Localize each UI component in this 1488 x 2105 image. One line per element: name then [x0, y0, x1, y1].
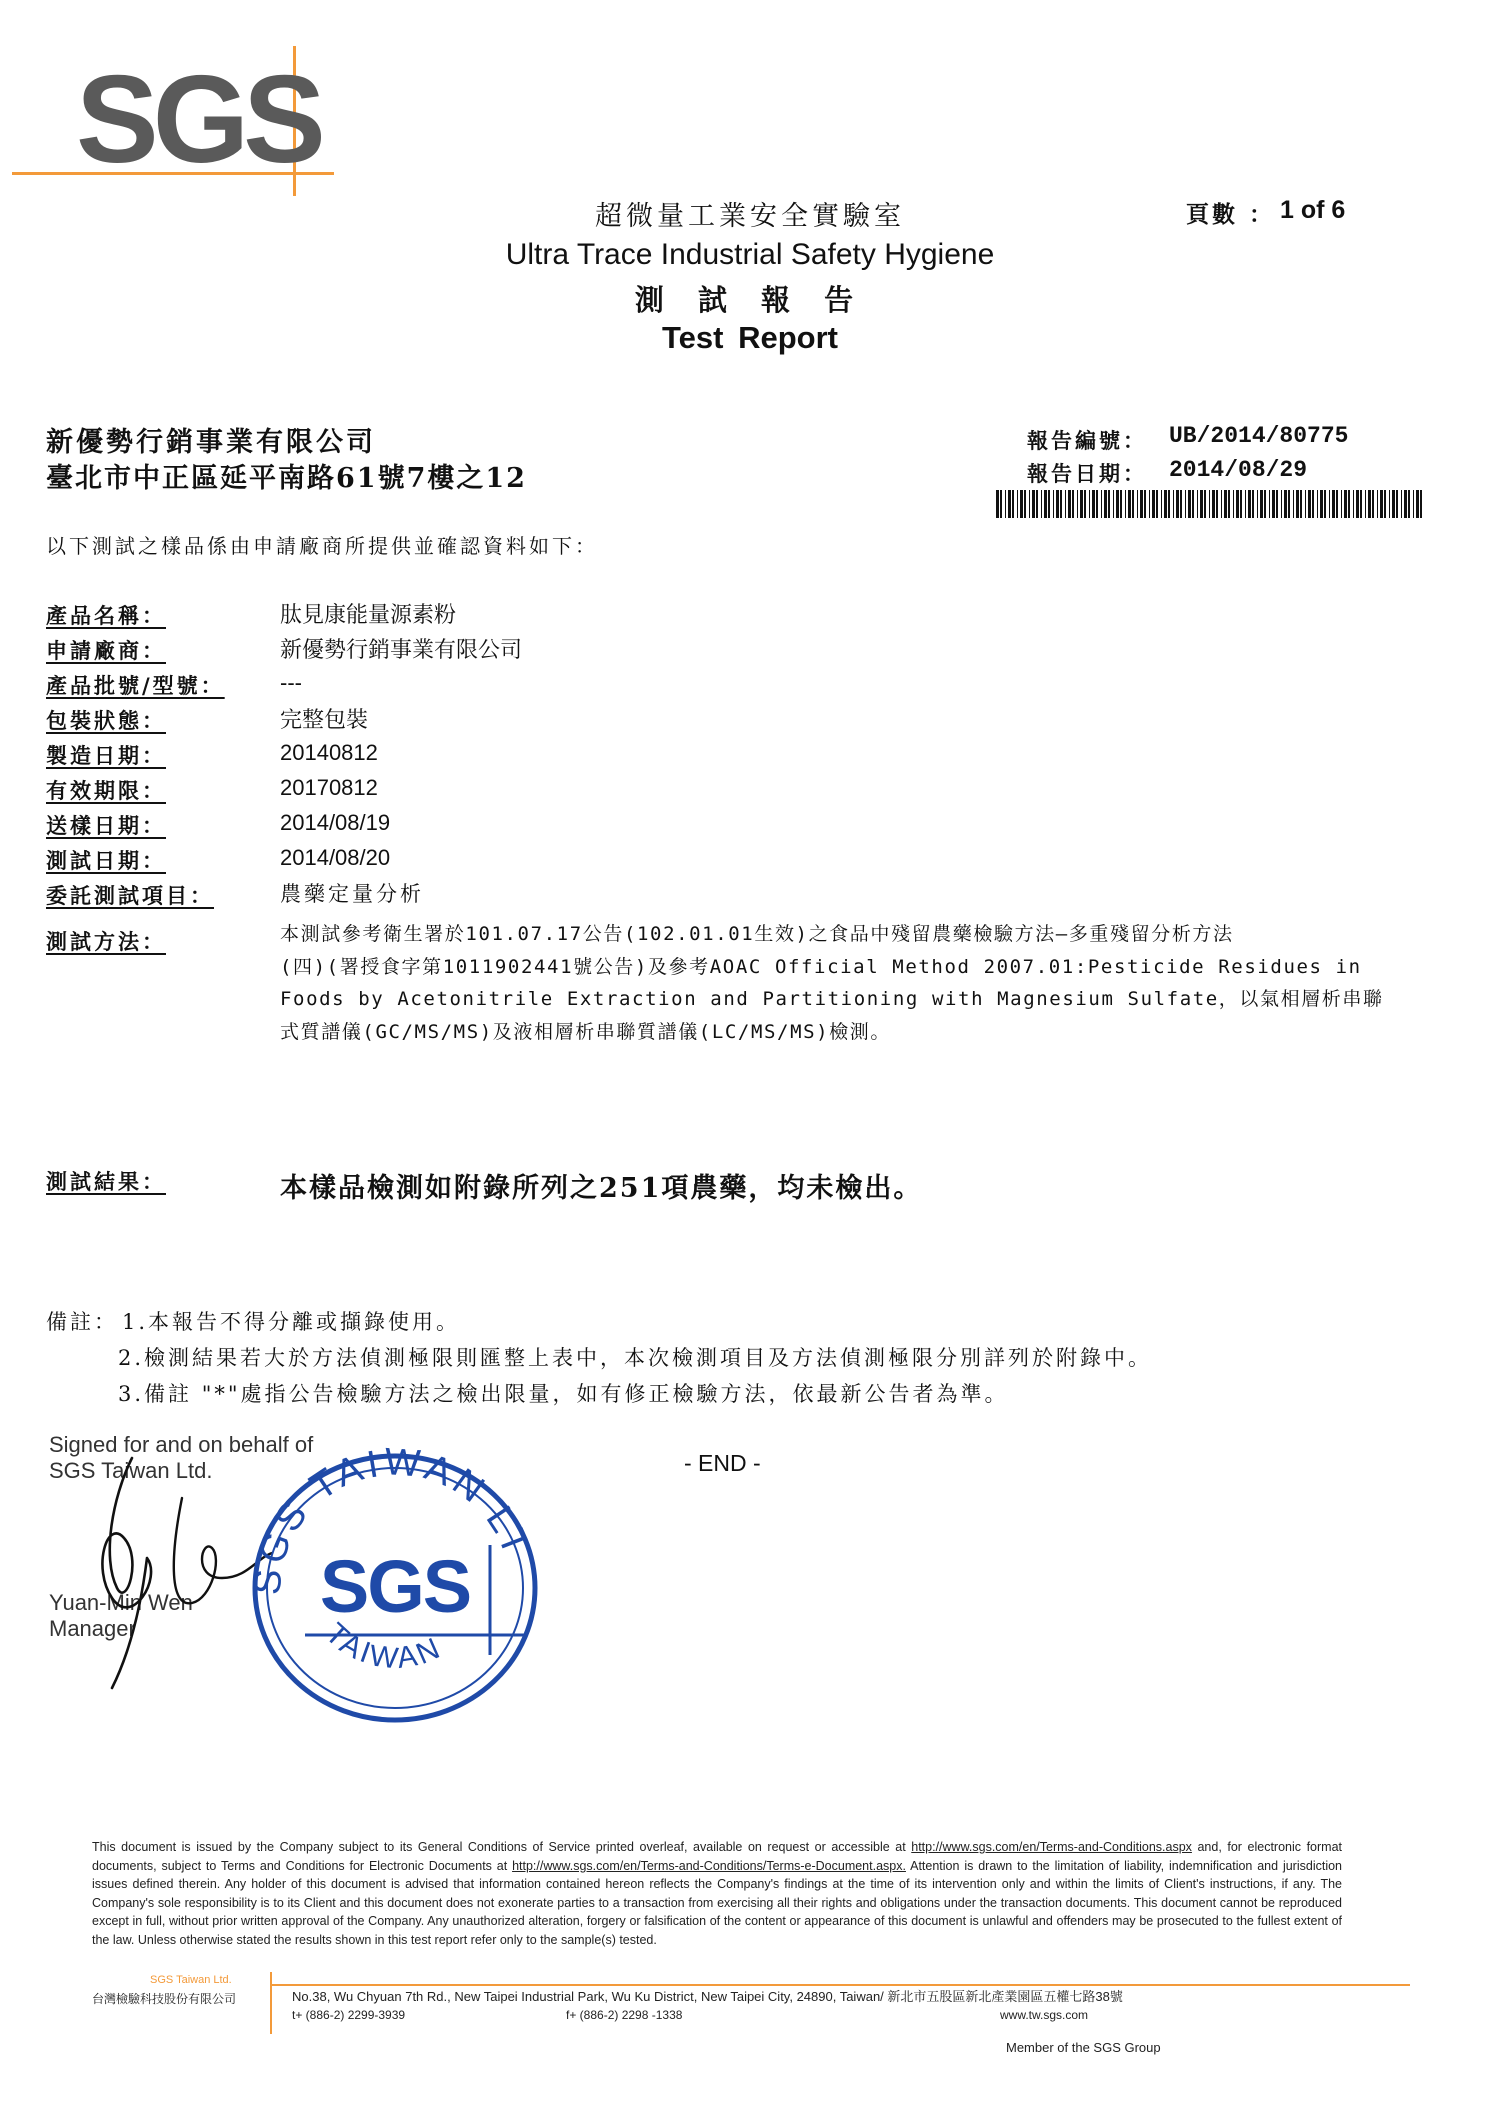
lab-name-zh: 超微量工業安全實驗室	[595, 201, 905, 232]
signer-title: Manager	[49, 1616, 136, 1641]
barcode-bar	[1281, 490, 1282, 518]
legal-disclaimer	[92, 1838, 1342, 1949]
end-marker: - END -	[684, 1450, 761, 1476]
company-seal	[240, 1440, 550, 1730]
barcode-bar	[1053, 490, 1054, 518]
barcode-bar	[1368, 490, 1371, 518]
barcode-bar	[1396, 490, 1398, 518]
notes-label: 備註：	[46, 1310, 118, 1334]
barcode-bar	[1048, 490, 1050, 518]
barcode-bar	[1401, 490, 1402, 518]
barcode-bar	[1264, 490, 1266, 518]
seal-bottom-text: TAIWAN	[319, 1617, 448, 1676]
method-label: 測試方法：	[46, 929, 166, 954]
barcode-bar	[1144, 490, 1146, 518]
barcode-bar	[1168, 490, 1170, 518]
barcode-bar	[1137, 490, 1138, 518]
barcode-bar	[1356, 490, 1359, 518]
page-number: 1 of 6	[1280, 196, 1346, 224]
barcode-bar	[1380, 490, 1383, 518]
barcode-bar	[1404, 490, 1407, 518]
barcode-bar	[1248, 490, 1251, 518]
lab-name-en: Ultra Trace Industrial Safety Hygiene	[505, 238, 995, 271]
signer-name: Yuan-Min Wen	[49, 1590, 193, 1615]
barcode-bar	[1260, 490, 1263, 518]
barcode-bar	[1032, 490, 1035, 518]
disclaimer-text: and, for electronic format documents, subject to Terms and Conditions for Electronic Documents at	[92, 1840, 1343, 1873]
field-label: 申請廠商：	[46, 638, 166, 663]
report-number-label: 報告編號：	[1027, 428, 1147, 453]
barcode-bar	[1384, 490, 1386, 518]
barcode-bar	[1200, 490, 1203, 518]
field-label: 包裝狀態：	[46, 708, 166, 733]
barcode-bar	[1036, 490, 1038, 518]
barcode-bar	[1224, 490, 1227, 518]
barcode-bar	[1185, 490, 1186, 518]
footer-company-zh: 台灣檢驗科技股份有限公司	[92, 1992, 237, 2006]
method-line: Foods by Acetonitrile Extraction and Partitioning with Magnesium Sulfate，以氣相層析串聯	[280, 988, 1384, 1010]
field-value: 新優勢行銷事業有限公司	[280, 637, 523, 662]
report-number: UB/2014/80775	[1169, 423, 1349, 449]
barcode-bar	[1060, 490, 1062, 518]
barcode-bar	[1276, 490, 1278, 518]
barcode-bar	[1204, 490, 1206, 518]
note-item: 3.備註 "*"處指公告檢驗方法之檢出限量，如有修正檢驗方法，依最新公告者為準。	[118, 1382, 1009, 1406]
barcode-bar	[1324, 490, 1326, 518]
e-document-terms-link[interactable]: http://www.sgs.com/en/Terms-and-Conditions/Terms-e-Document.aspx.	[512, 1858, 906, 1873]
barcode-bar	[1365, 490, 1366, 518]
barcode-bar	[1008, 490, 1011, 518]
barcode-bar	[1233, 490, 1234, 518]
barcode-bar	[1408, 490, 1410, 518]
barcode-bar	[1164, 490, 1167, 518]
barcode-bar	[1101, 490, 1102, 518]
barcode-bar	[1216, 490, 1218, 518]
barcode-bar	[1180, 490, 1182, 518]
barcode-bar	[1308, 490, 1311, 518]
seal-top-text: SGS TAIWAN LTD	[246, 1441, 539, 1597]
barcode-bar	[1240, 490, 1242, 518]
barcode-bar	[1269, 490, 1270, 518]
barcode-bar	[1344, 490, 1347, 518]
barcode-bar	[1104, 490, 1107, 518]
barcode-bar	[1300, 490, 1302, 518]
barcode-bar	[1024, 490, 1026, 518]
field-value: 20140812	[280, 740, 378, 765]
report-date: 2014/08/29	[1169, 457, 1308, 483]
barcode-bar	[1293, 490, 1294, 518]
barcode-bar	[1005, 490, 1006, 518]
signed-company-text: SGS Taiwan Ltd.	[49, 1458, 213, 1483]
report-title-en: Test Report	[662, 320, 838, 355]
barcode-bar	[1353, 490, 1354, 518]
barcode-bar	[1288, 490, 1290, 518]
barcode-bar	[1084, 490, 1086, 518]
barcode-bar	[1080, 490, 1083, 518]
barcode-bar	[1020, 490, 1023, 518]
barcode-bar	[1161, 490, 1162, 518]
barcode-image	[996, 490, 1424, 518]
field-label: 產品名稱：	[46, 603, 166, 628]
barcode-bar	[1072, 490, 1074, 518]
barcode-bar	[1065, 490, 1066, 518]
seal-center-text: SGS	[319, 1545, 471, 1628]
barcode-bar	[1113, 490, 1114, 518]
barcode-bar	[1257, 490, 1258, 518]
barcode-bar	[1228, 490, 1230, 518]
applicant-name: 新優勢行銷事業有限公司	[46, 427, 376, 458]
barcode-bar	[1252, 490, 1254, 518]
barcode-bar	[1389, 490, 1390, 518]
barcode-bar	[1305, 490, 1306, 518]
barcode-bar	[1332, 490, 1335, 518]
note-item: 1.本報告不得分離或擷錄使用。	[122, 1310, 461, 1334]
method-description	[280, 918, 1420, 1048]
footer-fax: f+ (886-2) 2298 -1338	[566, 2008, 683, 2022]
barcode-bar	[1156, 490, 1158, 518]
method-line: 式質譜儀(GC/MS/MS)及液相層析串聯質譜儀(LC/MS/MS)檢測。	[280, 1020, 891, 1043]
barcode-bar	[1372, 490, 1374, 518]
note-item: 2.檢測結果若大於方法偵測極限則匯整上表中，本次檢測項目及方法偵測極限分別詳列於附錄中。	[118, 1346, 1153, 1370]
barcode-bar	[1128, 490, 1131, 518]
barcode-bar	[1092, 490, 1095, 518]
barcode-bar	[1029, 490, 1030, 518]
barcode-bar	[1176, 490, 1179, 518]
barcode-bar	[1096, 490, 1098, 518]
field-label: 製造日期：	[46, 743, 166, 768]
barcode-bar	[1341, 490, 1342, 518]
barcode-bar	[1041, 490, 1042, 518]
barcode-bar	[1149, 490, 1150, 518]
field-label: 委託測試項目：	[46, 883, 214, 908]
field-label: 有效期限：	[46, 778, 166, 803]
footer-website[interactable]: www.tw.sgs.com	[1000, 2008, 1089, 2022]
disclaimer-text: Attention is drawn to the limitation of liability, indemnification and jurisdiction issues defined therein. Any holder of this document is advised that information contained hereon reflects the Company's findings at the time of its intervention only and within the limits of Client's instructions, if any. The Company's sole responsibility is to its Client and this document does not exonerate parties to a transaction from exercising all their rights and obligations under the transaction documents. This document cannot be reproduced except in full, without prior written approval of the Company. Any unauthorized alteration, forgery or falsification of the content or appearance of this document is unlawful and offenders may be prosecuted to the fullest extent of the law. Unless otherwise stated the results shown in this test report refer only to the sample(s) tested.	[92, 1858, 1342, 1947]
barcode-bar	[1188, 490, 1191, 518]
barcode-bar	[1192, 490, 1194, 518]
barcode-bar	[1420, 490, 1422, 518]
terms-link[interactable]: http://www.sgs.com/en/Terms-and-Conditions.aspx	[911, 1840, 1192, 1854]
barcode-bar	[1197, 490, 1198, 518]
barcode-bar	[1212, 490, 1215, 518]
method-line: 本測試參考衛生署於101.07.17公告(102.01.01生效)之食品中殘留農藥檢驗方法—多重殘留分析方法	[280, 923, 1234, 945]
field-label: 測試日期：	[46, 848, 166, 873]
footer-phone: t+ (886-2) 2299-3939	[292, 2008, 406, 2022]
field-value: 2014/08/19	[280, 810, 391, 835]
barcode-bar	[1017, 490, 1018, 518]
barcode-bar	[1413, 490, 1414, 518]
barcode-bar	[1284, 490, 1287, 518]
footer-company-en: SGS Taiwan Ltd.	[150, 1974, 232, 1986]
barcode-bar	[1377, 490, 1378, 518]
barcode-bar	[1312, 490, 1314, 518]
disclaimer-text: This document is issued by the Company subject to its General Conditions of Service printed overleaf, available on request or accessible at	[92, 1840, 912, 1854]
signed-for-text: Signed for and on behalf of	[49, 1432, 314, 1457]
barcode-bar	[1221, 490, 1222, 518]
field-value: 完整包裝	[280, 707, 369, 732]
footer-divider	[270, 1972, 272, 2034]
result-label: 測試結果：	[46, 1169, 166, 1194]
intro-text: 以下測試之樣品係由申請廠商所提供並確認資料如下：	[46, 534, 598, 558]
report-title-zh: 測 試 報 告	[634, 283, 866, 317]
sgs-logo: SGS	[76, 51, 320, 189]
field-label: 產品批號/型號：	[46, 673, 225, 698]
barcode-bar	[1360, 490, 1362, 518]
field-value: ---	[280, 670, 302, 695]
barcode-bar	[1336, 490, 1338, 518]
field-value: 2014/08/20	[280, 845, 391, 870]
field-value: 肽見康能量源素粉	[280, 602, 457, 627]
method-line: (四)(署授食字第1011902441號公告)及參考AOAC Official Method 2007.01:Pesticide Residues in	[280, 955, 1362, 978]
field-label: 送樣日期：	[46, 813, 166, 838]
barcode-bar	[1320, 490, 1323, 518]
barcode-bar	[996, 490, 999, 518]
field-value: 農藥定量分析	[280, 883, 424, 906]
barcode-bar	[1132, 490, 1134, 518]
barcode-bar	[1012, 490, 1014, 518]
barcode-bar	[1272, 490, 1275, 518]
barcode-bar	[1140, 490, 1143, 518]
barcode-bar	[1348, 490, 1350, 518]
applicant-address: 臺北市中正區延平南路61號7樓之12	[46, 463, 527, 494]
barcode-bar	[1077, 490, 1078, 518]
barcode-bar	[1209, 490, 1210, 518]
barcode-bar	[1000, 490, 1002, 518]
barcode-bar	[1245, 490, 1246, 518]
barcode-bar	[1392, 490, 1395, 518]
barcode-bar	[1329, 490, 1330, 518]
barcode-bar	[1317, 490, 1318, 518]
barcode-bar	[1173, 490, 1174, 518]
report-date-label: 報告日期：	[1027, 461, 1147, 486]
barcode-bar	[1116, 490, 1119, 518]
result-text: 本樣品檢測如附錄所列之251項農藥，均未檢出。	[280, 1173, 923, 1204]
field-value: 20170812	[280, 775, 378, 800]
barcode-bar	[1089, 490, 1090, 518]
barcode-bar	[1120, 490, 1122, 518]
page-label: 頁數 ：	[1186, 201, 1276, 228]
barcode-bar	[1416, 490, 1419, 518]
barcode-bar	[1152, 490, 1155, 518]
footer-member: Member of the SGS Group	[1006, 2040, 1161, 2055]
barcode-bar	[1296, 490, 1299, 518]
barcode-bar	[1108, 490, 1110, 518]
barcode-bar	[1236, 490, 1239, 518]
barcode-bar	[1044, 490, 1047, 518]
barcode-bar	[1056, 490, 1059, 518]
barcode-bar	[1125, 490, 1126, 518]
barcode-bar	[1068, 490, 1071, 518]
footer-address: No.38, Wu Chyuan 7th Rd., New Taipei Industrial Park, Wu Ku District, New Taipei City, 24890, Taiwan/ 新北市五股區新北產業園區五權七路38號	[292, 1989, 1123, 2004]
